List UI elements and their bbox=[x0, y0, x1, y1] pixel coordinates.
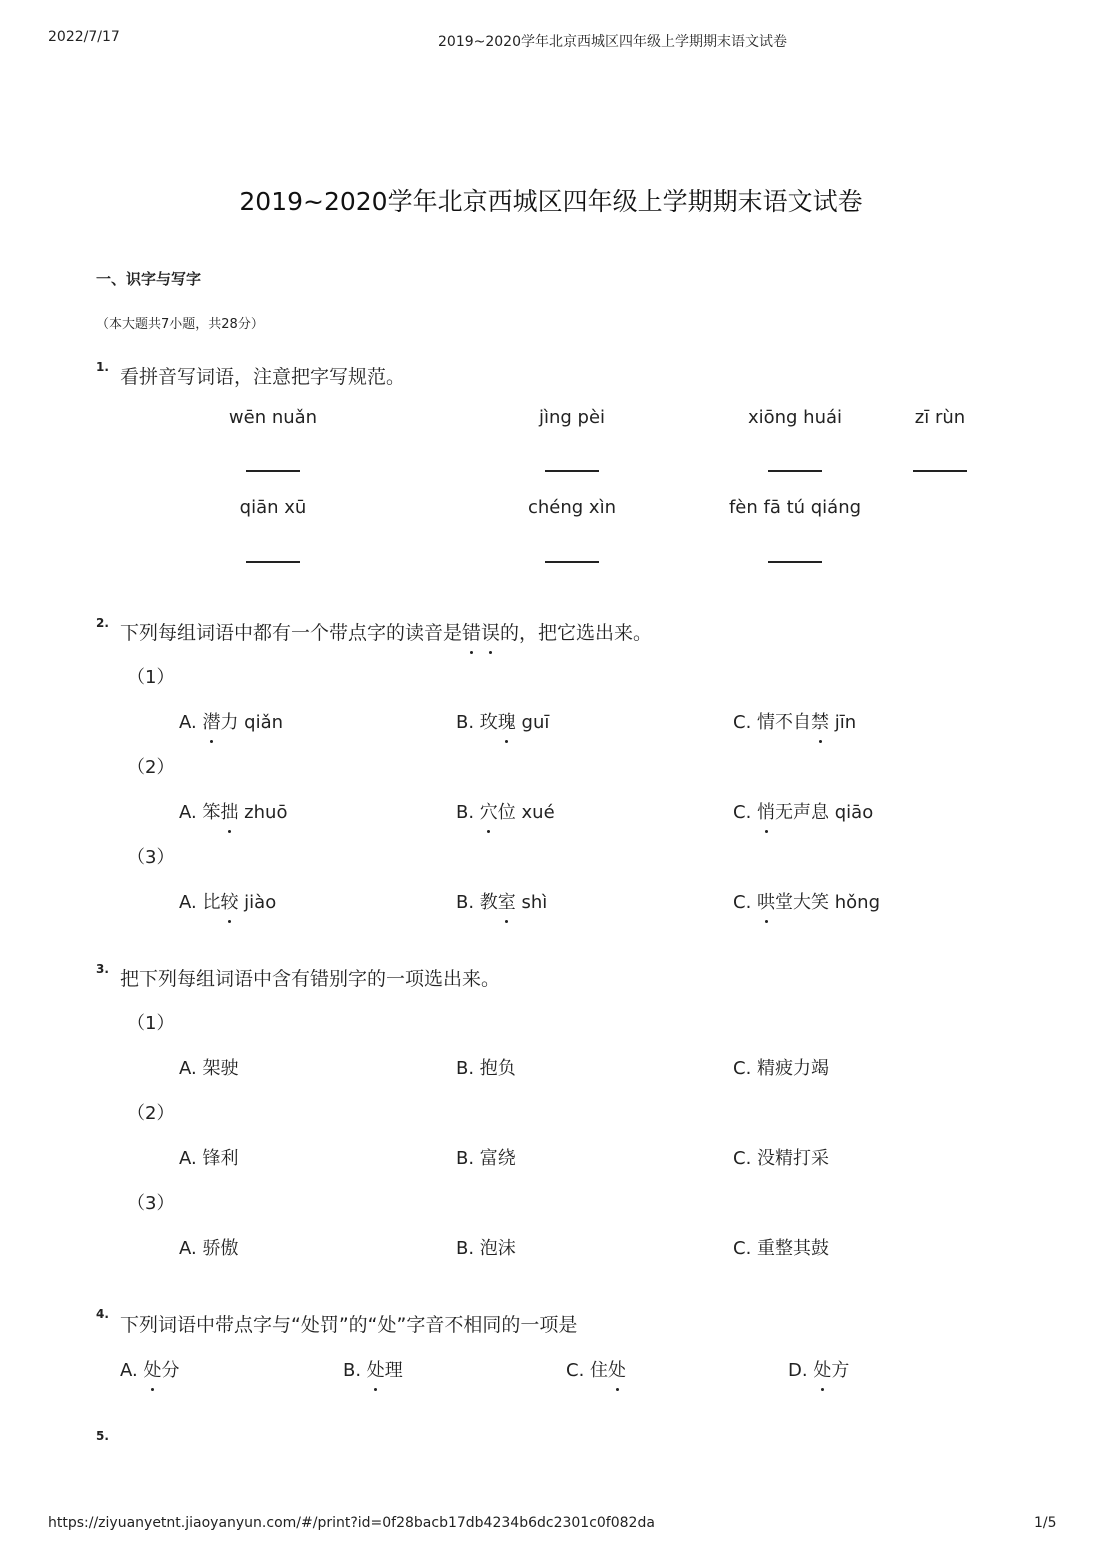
answer-blank[interactable] bbox=[246, 470, 300, 472]
print-date: 2022/7/17 bbox=[48, 29, 120, 45]
pinyin-prompt: jìng pèi bbox=[538, 407, 606, 428]
option-c[interactable]: C. 精疲力竭 bbox=[733, 1058, 830, 1079]
option-b[interactable]: B. 处理 bbox=[343, 1356, 403, 1382]
question-number: 1. bbox=[96, 360, 109, 374]
option-b[interactable]: B. 泡沫 bbox=[456, 1238, 516, 1259]
option-c[interactable]: C. 情不自禁 jīn bbox=[733, 708, 856, 734]
pinyin-prompt: fèn fā tú qiáng bbox=[728, 497, 862, 518]
question-text: 下列每组词语中都有一个带点字的读音是错误的，把它选出来。 bbox=[120, 618, 652, 645]
option-a[interactable]: A. 锋利 bbox=[179, 1148, 239, 1169]
pinyin-prompt: zī rùn bbox=[914, 407, 966, 428]
option-c[interactable]: C. 悄无声息 qiāo bbox=[733, 798, 873, 824]
subquestion-label: （1） bbox=[127, 1013, 175, 1034]
page-number: 1/5 bbox=[1034, 1515, 1057, 1531]
option-c[interactable]: C. 住处 bbox=[566, 1356, 626, 1382]
answer-blank[interactable] bbox=[768, 470, 822, 472]
section-title: 一、识字与写字 bbox=[96, 270, 202, 288]
pinyin-prompt: xiōng huái bbox=[747, 407, 843, 428]
pinyin-prompt: chéng xìn bbox=[528, 497, 616, 518]
option-c[interactable]: C. 哄堂大笑 hǒng bbox=[733, 888, 880, 914]
subquestion-label: （1） bbox=[127, 667, 175, 688]
question-text: 看拼音写词语，注意把字写规范。 bbox=[120, 366, 406, 388]
option-a[interactable]: A. 架驶 bbox=[179, 1058, 239, 1079]
question-number: 2. bbox=[96, 616, 109, 630]
page-title: 2019~2020学年北京西城区四年级上学期期末语文试卷 bbox=[239, 187, 863, 216]
question-text: 下列词语中带点字与“处罚”的“处”字音不相同的一项是 bbox=[120, 1314, 578, 1336]
print-header-title: 2019~2020学年北京西城区四年级上学期期末语文试卷 bbox=[438, 34, 787, 50]
question-text: 把下列每组词语中含有错别字的一项选出来。 bbox=[120, 968, 501, 990]
subquestion-label: （3） bbox=[127, 847, 175, 868]
option-b[interactable]: B. 抱负 bbox=[456, 1058, 516, 1079]
pinyin-prompt: qiān xū bbox=[239, 497, 307, 518]
footer-url[interactable]: https://ziyuanyetnt.jiaoyanyun.com/#/print?id=0f28bacb17db4234b6dc2301c0f082da bbox=[48, 1515, 655, 1531]
option-c[interactable]: C. 没精打采 bbox=[733, 1148, 830, 1169]
section-note: （本大题共7小题，共28分） bbox=[96, 317, 264, 332]
option-a[interactable]: A. 骄傲 bbox=[179, 1238, 239, 1259]
question-number: 4. bbox=[96, 1307, 109, 1321]
answer-blank[interactable] bbox=[913, 470, 967, 472]
option-a[interactable]: A. 处分 bbox=[120, 1356, 179, 1382]
subquestion-label: （3） bbox=[127, 1193, 175, 1214]
answer-blank[interactable] bbox=[545, 470, 599, 472]
question-number: 3. bbox=[96, 962, 109, 976]
option-a[interactable]: A. 笨拙 zhuō bbox=[179, 798, 287, 824]
question-number: 5. bbox=[96, 1429, 109, 1443]
option-c[interactable]: C. 重整其鼓 bbox=[733, 1238, 830, 1259]
option-d[interactable]: D. 处方 bbox=[788, 1356, 849, 1382]
option-a[interactable]: A. 比较 jiào bbox=[179, 888, 276, 914]
option-b[interactable]: B. 富绕 bbox=[456, 1148, 516, 1169]
option-b[interactable]: B. 穴位 xué bbox=[456, 798, 555, 824]
pinyin-prompt: wēn nuǎn bbox=[228, 407, 318, 428]
option-b[interactable]: B. 玫瑰 guī bbox=[456, 708, 549, 734]
subquestion-label: （2） bbox=[127, 757, 175, 778]
answer-blank[interactable] bbox=[246, 561, 300, 563]
option-b[interactable]: B. 教室 shì bbox=[456, 888, 547, 914]
option-a[interactable]: A. 潜力 qiǎn bbox=[179, 708, 283, 734]
answer-blank[interactable] bbox=[545, 561, 599, 563]
answer-blank[interactable] bbox=[768, 561, 822, 563]
subquestion-label: （2） bbox=[127, 1103, 175, 1124]
